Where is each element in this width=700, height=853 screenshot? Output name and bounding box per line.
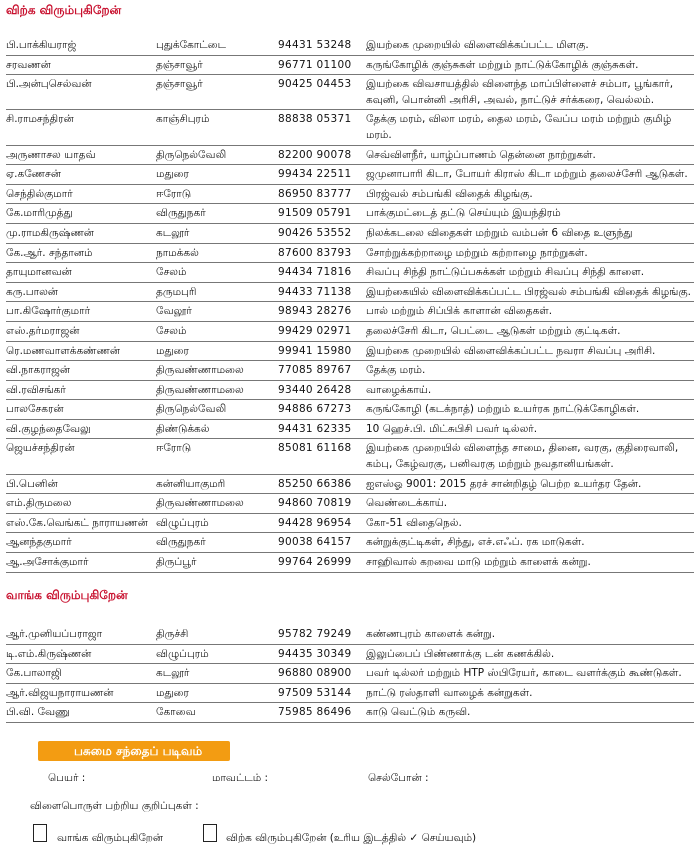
table-row [6, 263, 694, 283]
description-cell: பவர் டில்லர் மற்றும் HTP ஸ்பிரேயர், காடை வளர்க்கும் கூண்டுகள். [366, 664, 694, 684]
table-row [6, 55, 694, 75]
description-cell: ஐஎஸ்ஓ 9001: 2015 தரச் சான்றிதழ் பெற்ற உயர்தர தேன். [366, 474, 694, 494]
place-cell: வேலூர் [156, 302, 278, 322]
description-cell: சிவப்பு சிந்தி நாட்டுப்பசுக்கள் மற்றும் சிவப்பு சிந்தி காளை. [366, 263, 694, 283]
phone-cell: 77085 89767 [278, 361, 366, 381]
place-cell: கடலூர் [156, 664, 278, 684]
description-cell: சோற்றுக்கற்றாழை மற்றும் கற்றாழை நாற்றுகள். [366, 243, 694, 263]
table-row [6, 553, 694, 573]
place-cell: ஈரோடு [156, 184, 278, 204]
buy-option-label: வாங்க விரும்புகிறேன் [57, 832, 164, 844]
description-cell: காடு வெட்டும் கருவி. [366, 703, 694, 723]
place-cell: காஞ்சிபுரம் [156, 110, 278, 145]
description-cell: வெண்டைக்காய். [366, 494, 694, 514]
phone-cell: 97509 53144 [278, 683, 366, 703]
table-row [6, 474, 694, 494]
place-cell: திருவண்ணாமலை [156, 494, 278, 514]
sell-listing-table [6, 36, 694, 573]
name-cell: ஜெயச்சந்திரன் [6, 439, 156, 474]
name-cell: அருணாசல யாதவ் [6, 145, 156, 165]
name-cell: ரெ.மணவாளக்கண்ணன் [6, 341, 156, 361]
description-cell: செவ்விளநீர், யாழ்ப்பாணம் தென்னை நாற்றுகள். [366, 145, 694, 165]
place-cell: திருவண்ணாமலை [156, 380, 278, 400]
table-row [6, 243, 694, 263]
phone-cell: 95782 79249 [278, 625, 366, 644]
phone-cell: 90426 53552 [278, 223, 366, 243]
description-cell: பிரஜ்வல் சம்பங்கி விதைக் கிழங்கு. [366, 184, 694, 204]
table-row [6, 184, 694, 204]
place-cell: ஈரோடு [156, 439, 278, 474]
phone-cell: 94428 96954 [278, 513, 366, 533]
name-cell: மு.ராமகிருஷ்ணன் [6, 223, 156, 243]
name-cell: கே.பாலாஜி [6, 664, 156, 684]
name-cell: டி.எம்.கிருஷ்ணன் [6, 644, 156, 664]
phone-cell: 96771 01100 [278, 55, 366, 75]
description-cell: கருங்கோழி (கடக்நாத்) மற்றும் உயர்ரக நாட்டுக்கோழிகள். [366, 400, 694, 420]
name-cell: பி.அன்புசெல்வன் [6, 75, 156, 110]
phone-cell: 91509 05791 [278, 204, 366, 224]
name-cell: செந்தில்குமார் [6, 184, 156, 204]
phone-cell: 86950 83777 [278, 184, 366, 204]
description-cell: நாட்டு ரஸ்தாளி வாழைக் கன்றுகள். [366, 683, 694, 703]
name-cell: பா.கிஷோர்குமார் [6, 302, 156, 322]
place-cell: விழுப்புரம் [156, 513, 278, 533]
table-row [6, 703, 694, 723]
description-cell: கருங்கோழிக் குஞ்சுகள் மற்றும் நாட்டுக்கோழிக் குஞ்சுகள். [366, 55, 694, 75]
phone-cell: 98943 28276 [278, 302, 366, 322]
table-row [6, 165, 694, 185]
name-cell: வி.ரவிசங்கர் [6, 380, 156, 400]
place-cell: திருப்பூர் [156, 553, 278, 573]
phone-cell: 85250 66386 [278, 474, 366, 494]
phone-cell: 87600 83793 [278, 243, 366, 263]
sell-option-checkbox[interactable] [203, 824, 217, 842]
name-cell: கே.ஆர். சந்தானம் [6, 243, 156, 263]
description-cell: இயற்கை முறையில் விளைந்த சாமை, தினை, வரகு, குதிரைவாலி, கம்பு, கேழ்வரகு, பனிவரகு மற்றும் நவதானியங்கள். [366, 439, 694, 474]
name-cell: எம்.திருமலை [6, 494, 156, 514]
buy-section-title: வாங்க விரும்புகிறேன் [6, 588, 128, 602]
table-row [6, 380, 694, 400]
phone-cell: 93440 26428 [278, 380, 366, 400]
place-cell: மதுரை [156, 683, 278, 703]
name-cell: எஸ்.தர்மராஜன் [6, 321, 156, 341]
name-field-label: பெயர் : [48, 772, 86, 784]
name-cell: வி.நாகராஜன் [6, 361, 156, 381]
name-cell: ஆர்.விஜயநாராயணன் [6, 683, 156, 703]
sell-section-title: விற்க விரும்புகிறேன் [6, 3, 122, 17]
name-cell: பாலசேகரன் [6, 400, 156, 420]
place-cell: சேலம் [156, 263, 278, 283]
phone-cell: 94434 71816 [278, 263, 366, 283]
phone-cell: 90038 64157 [278, 533, 366, 553]
table-row [6, 361, 694, 381]
table-row [6, 419, 694, 439]
name-cell: கரு.பாலன் [6, 282, 156, 302]
table-row [6, 223, 694, 243]
place-cell: சேலம் [156, 321, 278, 341]
description-cell: இலுப்பைப் பிண்ணாக்கு டன் கணக்கில். [366, 644, 694, 664]
product-details-label: விளைபொருள் பற்றிய குறிப்புகள் : [30, 800, 199, 812]
form-banner: பசுமை சந்தைப் படிவம் [38, 741, 230, 761]
sell-option-note [226, 832, 476, 845]
place-cell: விருதுநகர் [156, 533, 278, 553]
name-cell: பி.பெனின் [6, 474, 156, 494]
phone-cell: 99429 02971 [278, 321, 366, 341]
description-cell: இயற்கை முறையில் விளைவிக்கப்பட்ட நவரா சிவப்பு அரிசி. [366, 341, 694, 361]
buy-option-checkbox[interactable] [33, 824, 47, 842]
table-row [6, 513, 694, 533]
table-row [6, 683, 694, 703]
phone-cell: 94435 30349 [278, 644, 366, 664]
table-row [6, 302, 694, 322]
phone-cell: 94431 62335 [278, 419, 366, 439]
description-cell: தேக்கு மரம், விலா மரம், தைல மரம், வேப்ப மரம் மற்றும் குமிழ் மரம். [366, 110, 694, 145]
check-mark-icon: ✓ [409, 832, 419, 844]
name-cell: பி.பாக்கியராஜ் [6, 36, 156, 55]
name-cell: கே.மாரிமுத்து [6, 204, 156, 224]
name-cell: ஆ.அசோக்குமார் [6, 553, 156, 573]
place-cell: தஞ்சாவூர் [156, 75, 278, 110]
table-row [6, 321, 694, 341]
name-cell: ஆர்.முனியப்பராஜா [6, 625, 156, 644]
table-row [6, 625, 694, 644]
sell-option-suffix: செய்யவும்) [421, 832, 477, 844]
description-cell: கோ-51 விதைநெல். [366, 513, 694, 533]
name-cell: தாயுமானவன் [6, 263, 156, 283]
name-cell: சரவணன் [6, 55, 156, 75]
phone-cell: 94433 71138 [278, 282, 366, 302]
description-cell: ஜமுனாபாரி கிடா, போயர் கிராஸ் கிடா மற்றும் தலைச்சேரி ஆடுகள். [366, 165, 694, 185]
place-cell: நாமக்கல் [156, 243, 278, 263]
buy-listing-table [6, 625, 694, 723]
place-cell: கோவை [156, 703, 278, 723]
table-row [6, 533, 694, 553]
name-cell: எஸ்.கே.வெங்கட் நாராயணன் [6, 513, 156, 533]
phone-cell: 94886 67273 [278, 400, 366, 420]
phone-field-label: செல்போன் : [368, 772, 429, 784]
phone-cell: 94860 70819 [278, 494, 366, 514]
name-cell: பி.வி. வேணு [6, 703, 156, 723]
sell-option-label: விற்க விரும்புகிறேன் (உரிய இடத்தில் [226, 832, 407, 844]
place-cell: புதுக்கோட்டை [156, 36, 278, 55]
place-cell: தருமபுரி [156, 282, 278, 302]
table-row [6, 110, 694, 145]
description-cell: பால் மற்றும் சிப்பிக் காளான் விதைகள். [366, 302, 694, 322]
table-row [6, 664, 694, 684]
phone-cell: 99941 15980 [278, 341, 366, 361]
phone-cell: 85081 61168 [278, 439, 366, 474]
description-cell: தலைச்சேரி கிடா, பெட்டை ஆடுகள் மற்றும் குட்டிகள். [366, 321, 694, 341]
phone-cell: 88838 05371 [278, 110, 366, 145]
table-row [6, 145, 694, 165]
place-cell: திருநெல்வேலி [156, 400, 278, 420]
place-cell: மதுரை [156, 165, 278, 185]
name-cell: சி.ராமசந்திரன் [6, 110, 156, 145]
description-cell: கன்றுக்குட்டிகள், சிந்து, எச்.எஃப். ரக மாடுகள். [366, 533, 694, 553]
description-cell: பாக்குமட்டைத் தட்டு செய்யும் இயந்திரம் [366, 204, 694, 224]
description-cell: நிலக்கடலை விதைகள் மற்றும் வம்பன் 6 விதை உளுந்து [366, 223, 694, 243]
phone-cell: 82200 90078 [278, 145, 366, 165]
description-cell: 10 ஹெச்.பி. மிட்சுபிசி பவர் டில்லர். [366, 419, 694, 439]
phone-cell: 90425 04453 [278, 75, 366, 110]
place-cell: திருநெல்வேலி [156, 145, 278, 165]
phone-cell: 75985 86496 [278, 703, 366, 723]
table-row [6, 400, 694, 420]
place-cell: திண்டுக்கல் [156, 419, 278, 439]
description-cell: இயற்கை விவசாயத்தில் விளைந்த மாப்பிள்ளைச் சம்பா, பூங்கார், கவுனி, பொன்னி அரிசி, அவல், நாட்டுச் சர்க்கரை, வெல்லம். [366, 75, 694, 110]
place-cell: விருதுநகர் [156, 204, 278, 224]
place-cell: திருச்சி [156, 625, 278, 644]
place-cell: தஞ்சாவூர் [156, 55, 278, 75]
description-cell: கண்ணபுரம் காளைக் கன்று. [366, 625, 694, 644]
table-row [6, 439, 694, 474]
place-cell: மதுரை [156, 341, 278, 361]
table-row [6, 494, 694, 514]
phone-cell: 96880 08900 [278, 664, 366, 684]
district-field-label: மாவட்டம் : [212, 772, 269, 784]
place-cell: திருவண்ணாமலை [156, 361, 278, 381]
table-row [6, 75, 694, 110]
name-cell: வி.குழந்தைவேலு [6, 419, 156, 439]
table-row [6, 644, 694, 664]
description-cell: சாஹிவால் கறவை மாடு மற்றும் காளைக் கன்று. [366, 553, 694, 573]
place-cell: கடலூர் [156, 223, 278, 243]
table-row [6, 341, 694, 361]
phone-cell: 94431 53248 [278, 36, 366, 55]
description-cell: இயற்கையில் விளைவிக்கப்பட்ட பிரஜ்வல் சம்பங்கி விதைக் கிழங்கு. [366, 282, 694, 302]
name-cell: ஆனந்தகுமார் [6, 533, 156, 553]
place-cell: கன்னியாகுமரி [156, 474, 278, 494]
description-cell: இயற்கை முறையில் விளைவிக்கப்பட்ட மிளகு. [366, 36, 694, 55]
description-cell: வாழைக்காய். [366, 380, 694, 400]
name-cell: ஏ.கணேசன் [6, 165, 156, 185]
table-row [6, 204, 694, 224]
table-row [6, 282, 694, 302]
description-cell: தேக்கு மரம். [366, 361, 694, 381]
place-cell: விழுப்புரம் [156, 644, 278, 664]
table-row [6, 36, 694, 55]
phone-cell: 99434 22511 [278, 165, 366, 185]
phone-cell: 99764 26999 [278, 553, 366, 573]
